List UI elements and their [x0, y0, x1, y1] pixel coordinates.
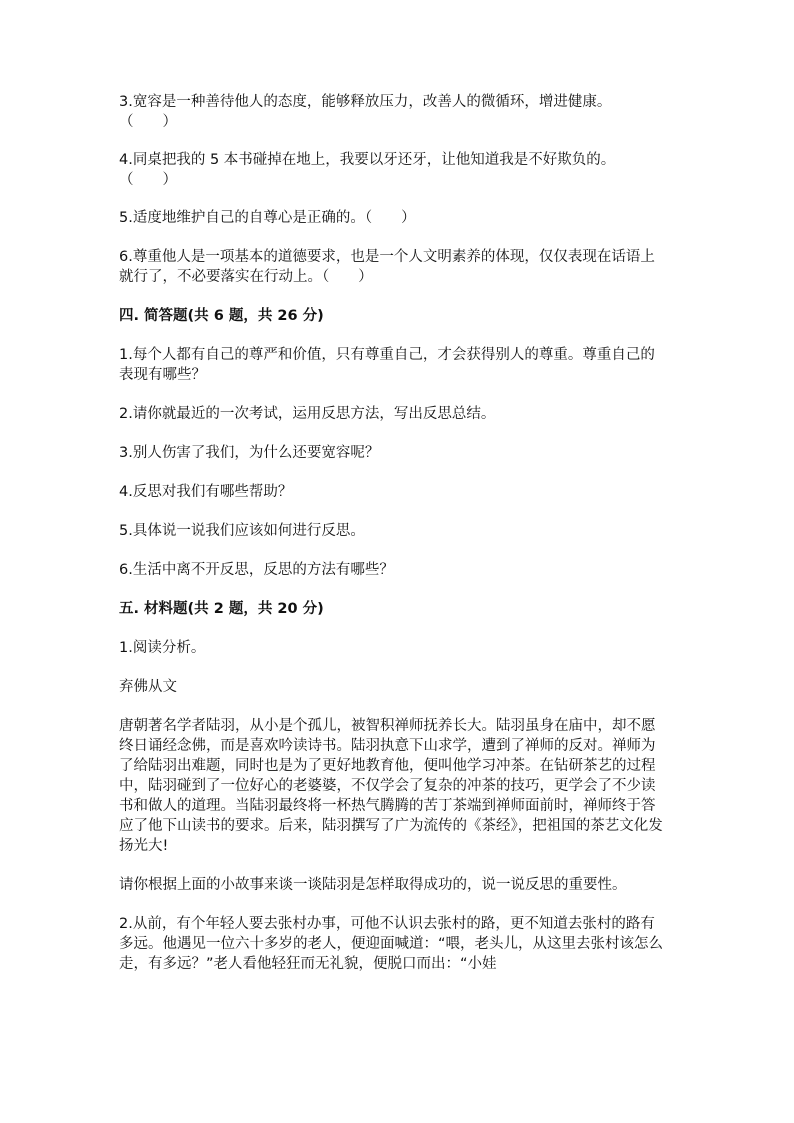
short-answer-question-2: 2.请你就最近的一次考试，运用反思方法，写出反思总结。	[119, 406, 496, 422]
story-title: 弃佛从文	[119, 679, 177, 695]
answer-blank[interactable]: （ ）	[119, 172, 177, 188]
short-answer-question-6: 6.生活中离不开反思，反思的方法有哪些？	[119, 562, 394, 578]
judgement-item-6: 6.尊重他人是一项基本的道德要求，也是一个人文明素养的体现，仅仅表现在话语上就行了，不必要落实在行动上。（ ）	[119, 249, 655, 285]
material-question-1-label: 1.阅读分析。	[119, 640, 206, 656]
section-heading-short-answer: 四. 简答题(共 6 题，共 26 分)	[119, 308, 324, 324]
story-body: 唐朝著名学者陆羽，从小是个孤儿，被智积禅师抚养长大。陆羽虽身在庙中，却不愿终日诵经念佛，而是喜欢吟读诗书。陆羽执意下山求学，遭到了禅师的反对。禅师为了给陆羽出难题，同时也是为了更好地教育他，便叫他学习冲茶。在钻研茶艺的过程中，陆羽碰到了一位好心的老婆婆，不仅学会了复杂的冲茶的技巧，更学会了不少读书和做人的道理。当陆羽最终将一杯热气腾腾的苦丁茶端到禅师面前时，禅师终于答应了他下山读书的要求。后来，陆羽撰写了广为流传的《茶经》，把祖国的茶艺文化发扬光大!	[119, 718, 663, 854]
material-question-1-prompt: 请你根据上面的小故事来谈一谈陆羽是怎样取得成功的，说一说反思的重要性。	[119, 877, 627, 893]
short-answer-question-4: 4.反思对我们有哪些帮助？	[119, 484, 293, 500]
judgement-item-3: 3.宽容是一种善待他人的态度，能够释放压力，改善人的微循环，增进健康。 （ ）	[119, 92, 664, 132]
short-answer-question-5: 5.具体说一说我们应该如何进行反思。	[119, 523, 365, 539]
judgement-item-5: 5.适度地维护自己的自尊心是正确的。（ ）	[119, 210, 416, 226]
exam-page	[119, 92, 664, 993]
short-answer-question-1: 1.每个人都有自己的尊严和价值，只有尊重自己，才会获得别人的尊重。尊重自己的表现有哪些？	[119, 347, 655, 383]
material-question-2: 2.从前，有个年轻人要去张村办事，可他不认识去张村的路，更不知道去张村的路有多远。他遇见一位六十多岁的老人，便迎面喊道：“喂，老头儿，从这里去张村该怎么走，有多远？”老人看他轻狂而无礼貌，便脱口而出：“小娃	[119, 916, 664, 972]
section-heading-material: 五. 材料题(共 2 题，共 20 分)	[119, 601, 324, 617]
judgement-item-4: 4.同桌把我的 5 本书碰掉在地上，我要以牙还牙，让他知道我是不好欺负的。 （ ）	[119, 150, 664, 190]
answer-blank[interactable]: （ ）	[119, 114, 177, 130]
short-answer-question-3: 3.别人伤害了我们，为什么还要宽容呢？	[119, 445, 380, 461]
